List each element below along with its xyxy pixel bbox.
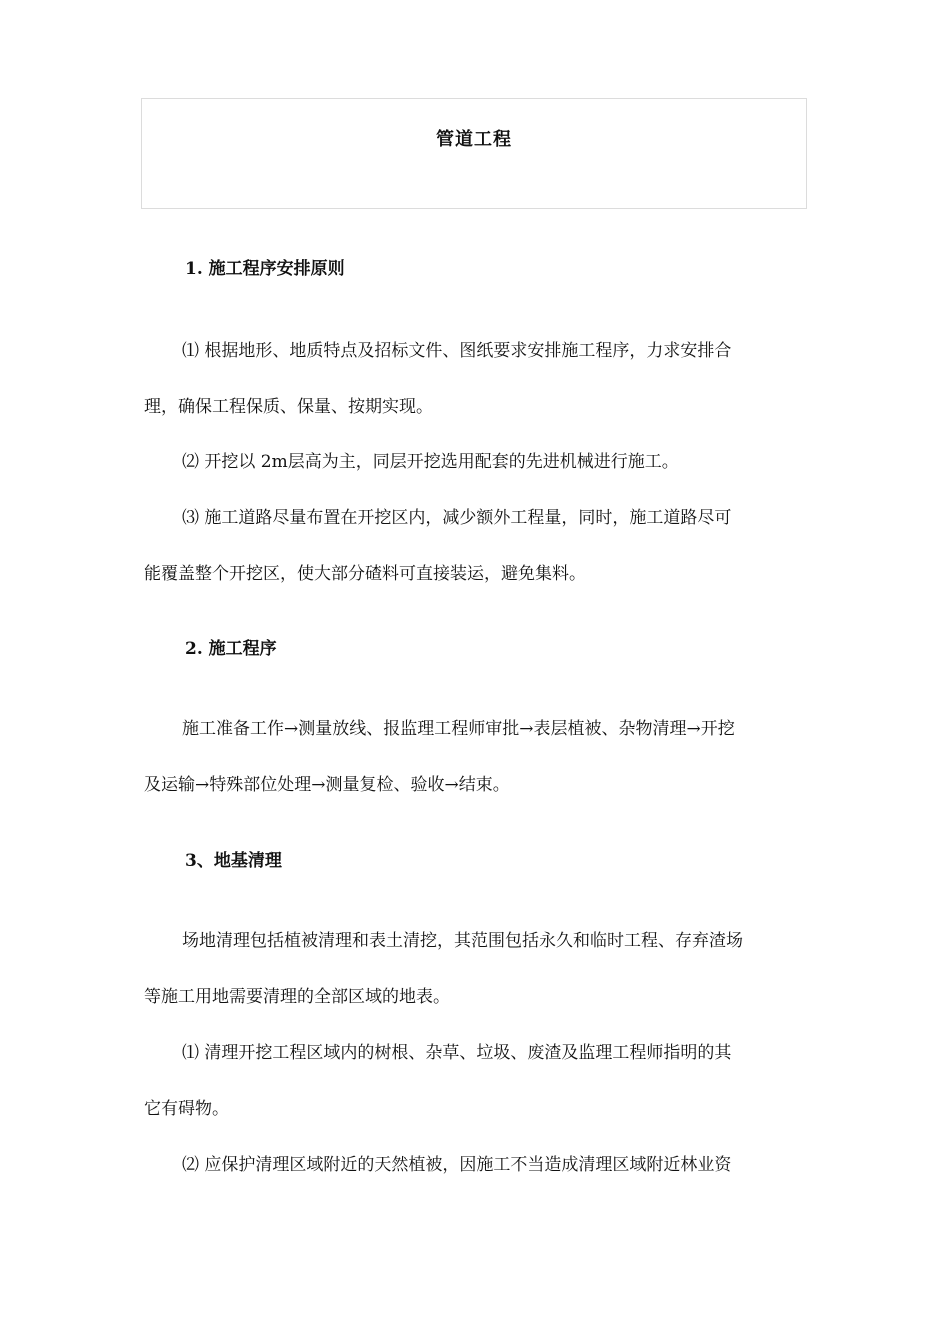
section-heading-3: 3、地基清理 — [185, 851, 282, 871]
paragraph-line: ⑵ 应保护清理区域附近的天然植被，因施工不当造成清理区域附近林业资 — [182, 1155, 732, 1175]
document-title: 管道工程 — [436, 129, 512, 150]
section-heading-2: 2. 施工程序 — [185, 639, 277, 659]
paragraph-line: ⑵ 开挖以 2m层高为主，同层开挖选用配套的先进机械进行施工。 — [182, 452, 679, 472]
paragraph-line: 场地清理包括植被清理和表土清挖，其范围包括永久和临时工程、存弃渣场 — [182, 931, 743, 951]
paragraph-line: 施工准备工作→测量放线、报监理工程师审批→表层植被、杂物清理→开挖 — [182, 719, 735, 739]
section-heading-1: 1. 施工程序安排原则 — [185, 259, 345, 279]
paragraph-line: 理，确保工程保质、保量、按期实现。 — [144, 397, 433, 417]
paragraph-line: ⑶ 施工道路尽量布置在开挖区内，减少额外工程量，同时，施工道路尽可 — [182, 508, 732, 528]
paragraph-line: ⑴ 清理开挖工程区域内的树根、杂草、垃圾、废渣及监理工程师指明的其 — [182, 1043, 732, 1063]
paragraph-line: 及运输→特殊部位处理→测量复检、验收→结束。 — [144, 775, 510, 795]
paragraph-line: 能覆盖整个开挖区，使大部分碴料可直接装运，避免集料。 — [144, 564, 586, 584]
paragraph-line: ⑴ 根据地形、地质特点及招标文件、图纸要求安排施工程序，力求安排合 — [182, 341, 732, 361]
paragraph-line: 它有碍物。 — [144, 1099, 229, 1119]
title-box — [141, 98, 807, 209]
paragraph-line: 等施工用地需要清理的全部区域的地表。 — [144, 987, 450, 1007]
